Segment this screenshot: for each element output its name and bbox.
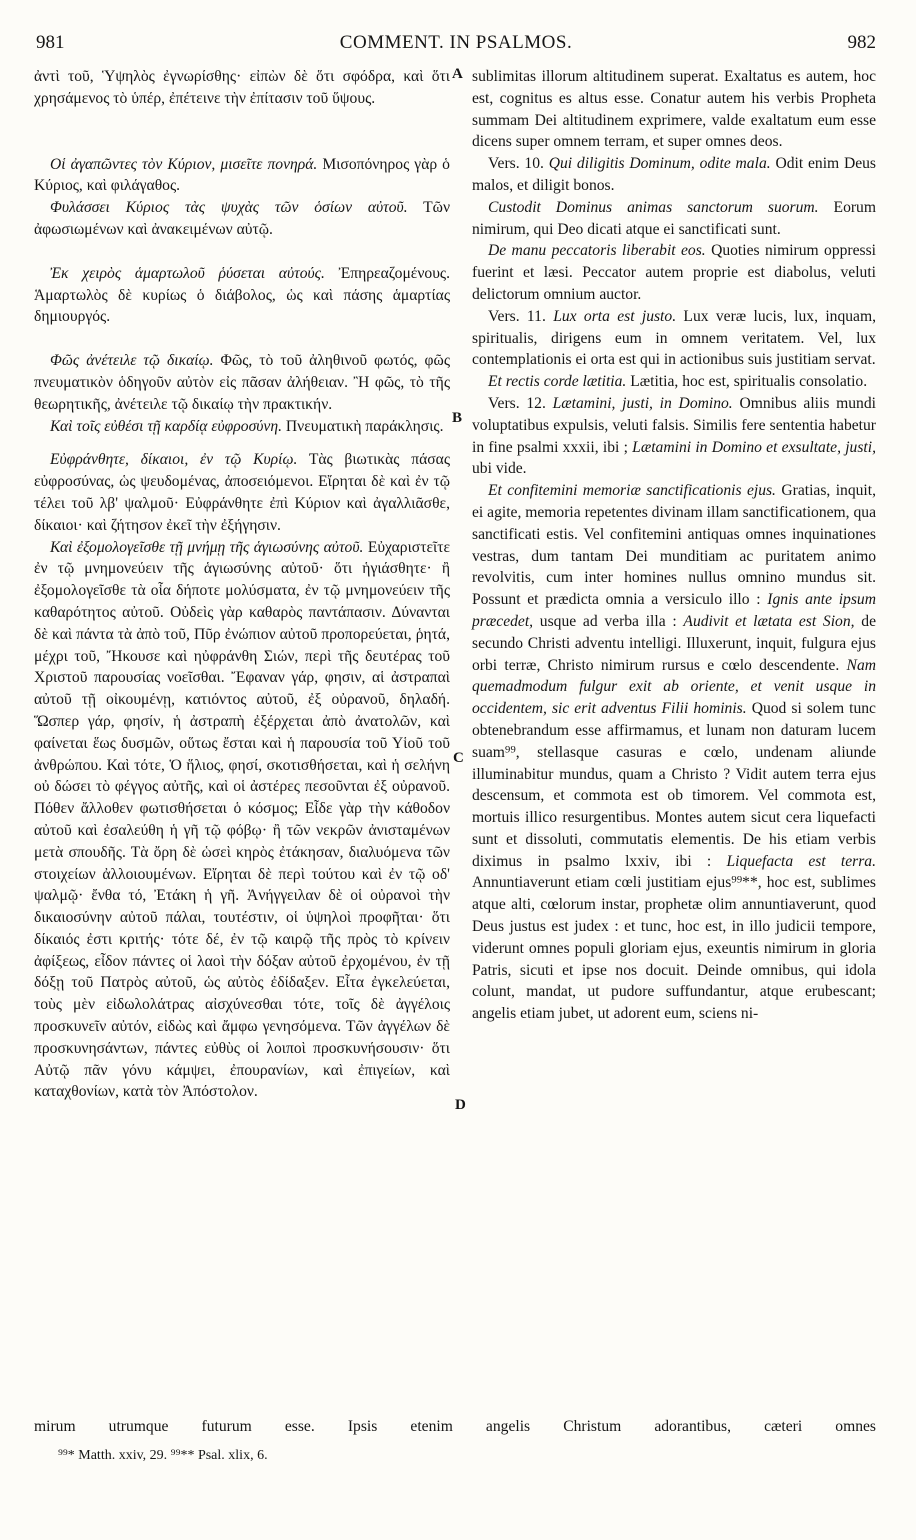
- greek-paragraph: [34, 197, 450, 241]
- latin-text: , hoc est, sublimes atque alti, cœlorum instar, prophetæ olim annuntiaverunt, quod Deus justus est judex : et tunc, hoc est, in illo judicii tempore, viderunt omnes populi gloriam ejus, exeuntis nimirum in gloria Patris, sicuti et ipse nos docuit. Deinde omnibus, qui idola colunt, mandat, ut pudore suffundantur, atque erubescant; angelis etiam jubet, ut adorent eum, sciens ni-: [472, 874, 876, 1023]
- verse-number: Vers. 12.: [488, 394, 546, 412]
- latin-lemma: Custodit Dominus animas sanctorum suorum.: [488, 198, 819, 216]
- latin-text: usque ad verba illa :: [539, 612, 677, 630]
- latin-quotation: Lætamini in Domino et exsultate, justi,: [632, 438, 876, 456]
- latin-text: Lætitia, hoc est, spiritualis consolatio.: [630, 373, 868, 391]
- latin-text: , stellasque casuras e cœlo, undenam aliunde illuminabitur mundus, quam a Christo ? Vidit autem terra ejus descensum, et commota est ob timorem. Vel commota est, mortuis illico resurgentibus. Montes autem sicut cera liquefacti sunt et dissoluti, commutatis elementis. De his etiam verbis diximus in psalmo lxxiv, ibi :: [472, 743, 876, 870]
- latin-quotation: Ignis ante ipsum præcedet,: [472, 591, 876, 630]
- verse-number: Vers. 10.: [488, 155, 544, 173]
- latin-paragraph: [472, 153, 876, 197]
- greek-paragraph: [34, 350, 450, 415]
- greek-paragraph: [34, 154, 450, 198]
- greek-column: [34, 66, 450, 1103]
- latin-text: Lux veræ lucis, lux, inquam, spiritualis, dirigens eum in omnem veritatem. Vel, lux contemplationis ei orta est qui in actionibus suis justitiam servat.: [472, 307, 876, 369]
- section-marker-b: B: [452, 410, 463, 426]
- verse-number: Vers. 11.: [488, 307, 546, 325]
- page-number-right: 982: [847, 32, 876, 53]
- footnotes: ⁹⁹* Matth. xxiv, 29. ⁹⁹** Psal. xlix, 6.: [58, 1448, 268, 1463]
- latin-text: Annuntiaverunt etiam cœli justitiam ejus: [472, 874, 732, 892]
- latin-lemma: Qui diligitis Dominum, odite mala.: [548, 155, 771, 173]
- greek-paragraph: ἀντὶ τοῦ, Ὑψηλὸς ἐγνωρίσθης· εἰπὼν δὲ ὅτι σφόδρα, καὶ ὅτι χρησάμενος τὸ ὑπέρ, ἐπέτεινε τὴν ἐπίτασιν τοῦ ὕψους.: [34, 68, 450, 107]
- greek-lemma: Καὶ τοῖς εὐθέσι τῇ καρδίᾳ εὐφροσύνη.: [50, 417, 282, 435]
- latin-lemma: Et rectis corde lætitia.: [488, 373, 627, 391]
- greek-text: Τὰς βιωτικὰς πάσας εὐφροσύνας, ὡς ψευδομένας, ἀποσειόμενοι. Εἴρηται δὲ καὶ ἐν τῷ τέλει τοῦ λβ' ψαλμοῦ· Εὐφράνθητε ἐπὶ Κύριον καὶ ἀγαλλιᾶσθε, δίκαιοι· καὶ ζήτησον ἐκεῖ τὴν ἐξήγησιν.: [34, 451, 450, 534]
- greek-text: Φῶς, τὸ τοῦ ἀληθινοῦ φωτός, φῶς πνευματικὸν ὁδηγοῦν αὐτὸν εἰς πᾶσαν ἀλήθειαν. Ἢ φῶς, τὸ τῆς θεωρητικῆς, ἀνέτειλε τῷ δικαίῳ τὴν πρακτικήν.: [34, 352, 450, 413]
- latin-lemma: Lætamini, justi, in Domino.: [552, 394, 733, 412]
- greek-lemma: Φυλάσσει Κύριος τὰς ψυχὰς τῶν ὁσίων αὐτοῦ.: [50, 199, 408, 217]
- greek-lemma: Καὶ ἐξομολογεῖσθε τῇ μνήμῃ τῆς ἁγιωσύνης αὐτοῦ.: [50, 538, 364, 556]
- latin-paragraph: [472, 480, 876, 1025]
- section-marker-a: A: [452, 66, 463, 82]
- greek-text: Εὐχαριστεῖτε ἐν τῷ μνημονεύειν τῆς ἁγιωσύνης αὐτοῦ· ὅτι ἡγιάσθητε· ἢ ἐξομολογεῖσθε τὰ οἷα δήποτε μολύσματα, ἐν τῷ μνημονεύειν τῆς καθαρότητος αὐτοῦ. Οὐδεὶς γὰρ καθαρὸς παντάπασιν. Δύνανται δὲ καὶ πάντα τὰ ἀπὸ τοῦ, Πῦρ ἐνώπιον αὐτοῦ προπορεύεται, ῥητά, μέχρι τοῦ, Ἤκουσε καὶ ηὐφράνθη Σιών, περὶ τῆς δευτέρας τοῦ Χριστοῦ παρουσίας νοεῖσθαι. Ἔφαναν γάρ, φησιν, αἱ ἀστραπαὶ αὐτοῦ τῇ οἰκουμένῃ, κατιόντος αὐτοῦ, ἐξ οὐρανοῦ, δηλαδή. Ὥσπερ γάρ, φησίν, ἡ ἀστραπὴ ἐξέρχεται ἀπὸ ἀνατολῶν, καὶ φαίνεται ἕως δυσμῶν, οὕτως ἔσται καὶ ἡ παρουσία τοῦ Υἱοῦ τοῦ ἀνθρώπου. Καὶ τότε, Ὁ ἥλιος, φησί, σκοτισθήσεται, καὶ ἡ σελήνη οὐ δώσει τὸ φέγγος αὐτῆς, καὶ οἱ ἀστέρες πεσοῦνται ἐξ οὐρανοῦ. Πόθεν ἄλλοθεν φωτισθήσεται ὁ κόσμος; Εἶδε γὰρ τὴν κάθοδον αὐτοῦ καὶ ἐσαλεύθη ἡ γῆ τῷ φόβῳ· ἢ τῶν νεκρῶν ἀνισταμένων μετὰ σπουδῆς. Τὰ ὄρη δὲ ὡσεὶ κηρὸς ἐτάκησαν, διαλυόμενα τῶν στοιχείων ἀλλοιουμένων. Εἴρηται δὲ περὶ τούτου καὶ ἐν τῷ οδ' ψαλμῷ· ἔνθα τό, Ἐτάκη ἡ γῆ. Ἀνήγγειλαν δὲ οἱ οὐρανοὶ τὴν δικαιοσύνην αὐτοῦ πάλαι, τουτέστιν, οἱ ὑψηλοὶ προφῆται· ὅτι δίκαιός ἐστι κριτής· τότε δέ, ἐν τῷ καιρῷ τῆς πρὸς τὸ κρίνειν ἀφίξεως, εἶδον πάντες οἱ λαοὶ τὴν δόξαν αὐτοῦ ἐρχομένου, ἐν τῇ δόξῃ τοῦ Πατρὸς αὐτοῦ, ὡς αὐτὸς ἐδίδαξεν. Εἶτα ἐγκελεύεται, τοὺς μὲν εἰδωλολάτρας αἰσχύνεσθαι τότε, τοῖς δὲ ἀγγέλοις προσκυνεῖν αὐτόν, εἰδὼς καὶ ἄμφω γενησόμενα. Τῶν ἀγγέλων δὲ προσκυνησάντων, πάντες εὐθὺς οἱ λοιποὶ προσκυνήσουσιν· ὅτι Αὐτῷ πᾶν γόνυ κάμψει, ἐπουρανίων, καὶ ἐπιγείων, καὶ καταχθονίων, κατὰ τὸν Ἀπόστολον.: [34, 538, 451, 1101]
- greek-text: Τῶν ἀφωσιωμένων καὶ ἀνακειμένων αὐτῷ.: [34, 199, 450, 238]
- greek-text: Πνευματικὴ παράκλησις.: [285, 417, 444, 435]
- latin-text: Quod si solem tunc obtenebrandum esse affirmamus, et lunam non daturam lucem suam: [472, 700, 876, 761]
- latin-text: Omnibus aliis mundi voluptatibus expulsis, veluti falsis. Similis fere sententia habetur in fine psalmi xxxii, ibi ;: [472, 394, 876, 456]
- latin-text: Eorum nimirum, qui Deo dicati atque ei sanctificati sunt.: [472, 198, 876, 238]
- page-header: [36, 32, 876, 58]
- latin-quotation: Audivit et lætata est Sion,: [683, 612, 855, 630]
- greek-paragraph: [34, 537, 450, 1104]
- latin-paragraph: [472, 371, 876, 393]
- footnote-ref: ⁹⁹: [504, 743, 516, 761]
- latin-text: Quoties nimirum oppressi fuerint et læsi. Peccator autem proprie est diabolus, veluti delictorum omnium auctor.: [472, 242, 876, 303]
- greek-text: Μισοπόνηρος γὰρ ὁ Κύριος, καὶ φιλάγαθος.: [34, 155, 450, 195]
- latin-paragraph: [472, 240, 876, 305]
- latin-lemma: Et confitemini memoriæ sanctificationis ejus.: [488, 482, 776, 500]
- greek-lemma: Οἱ ἀγαπῶντες τὸν Κύριον, μισεῖτε πονηρά.: [50, 155, 318, 173]
- greek-lemma: Ἐκ χειρὸς ἁμαρτωλοῦ ῥύσεται αὐτούς.: [50, 264, 325, 282]
- page-number-left: 981: [36, 32, 65, 53]
- latin-text: Gratias, inquit, ei agite, memoria repetentes divinam illam sanctificationem, qua sanctificati estis. Vel confitemini antiquas omnes inquinationes vestras, dum tantam Dei munditiam ac puritatem animo revolvitis, cum inter homines nullus omnino mundus sit. Possunt et prædicta omnia a versiculo illo :: [472, 482, 876, 609]
- greek-lemma: Φῶς ἀνέτειλε τῷ δικαίῳ.: [50, 352, 214, 370]
- greek-text: Ἐπηρεαζομένους. Ἁμαρτωλὸς δὲ κυρίως ὁ διάβολος, ὡς καὶ πάσης ἁμαρτίας δημιουργός.: [34, 264, 450, 326]
- latin-text: ubi vide.: [472, 460, 527, 478]
- footnote-ref: ⁹⁹**: [731, 874, 758, 892]
- full-width-continuation-line: mirum utrumque futurum esse. Ipsis etenim angelis Christum adorantibus, cæteri omnes: [34, 1418, 876, 1435]
- greek-paragraph: [34, 263, 450, 328]
- latin-paragraph: [472, 306, 876, 371]
- latin-paragraph: sublimitas illorum altitudinem superat. Exaltatus es autem, hoc est, cognitus es altus esse. Conatur autem his verbis Propheta summam Dei altitudinem exprimere, valde exaltatum eum esse dicens super omnem terram, et super omnes deos.: [472, 68, 876, 151]
- greek-paragraph: [34, 449, 450, 536]
- section-marker-d: D: [455, 1097, 466, 1113]
- greek-lemma: Εὐφράνθητε, δίκαιοι, ἐν τῷ Κυρίῳ.: [50, 451, 298, 469]
- running-title: COMMENT. IN PSALMOS.: [339, 32, 573, 53]
- latin-text: de secundo Christi adventu intelligi. Illuxerunt, inquit, fulgura ejus orbi terræ, Christo nimirum rursus e cœlo descendente.: [472, 612, 877, 674]
- latin-text: Odit enim Deus malos, et diligit bonos.: [472, 155, 877, 194]
- latin-lemma: Lux orta est justo.: [553, 307, 677, 325]
- latin-paragraph: [472, 393, 876, 480]
- section-marker-c: C: [453, 750, 464, 766]
- latin-column: [472, 66, 876, 1025]
- latin-lemma: De manu peccatoris liberabit eos.: [488, 242, 706, 260]
- greek-paragraph: [34, 416, 450, 438]
- latin-quotation: Nam quemadmodum fulgur exit ab oriente, et venit usque in occidentem, sic erit adventus Filii hominis.: [472, 656, 877, 718]
- latin-paragraph: [472, 197, 876, 241]
- latin-quotation: Liquefacta est terra.: [726, 852, 877, 870]
